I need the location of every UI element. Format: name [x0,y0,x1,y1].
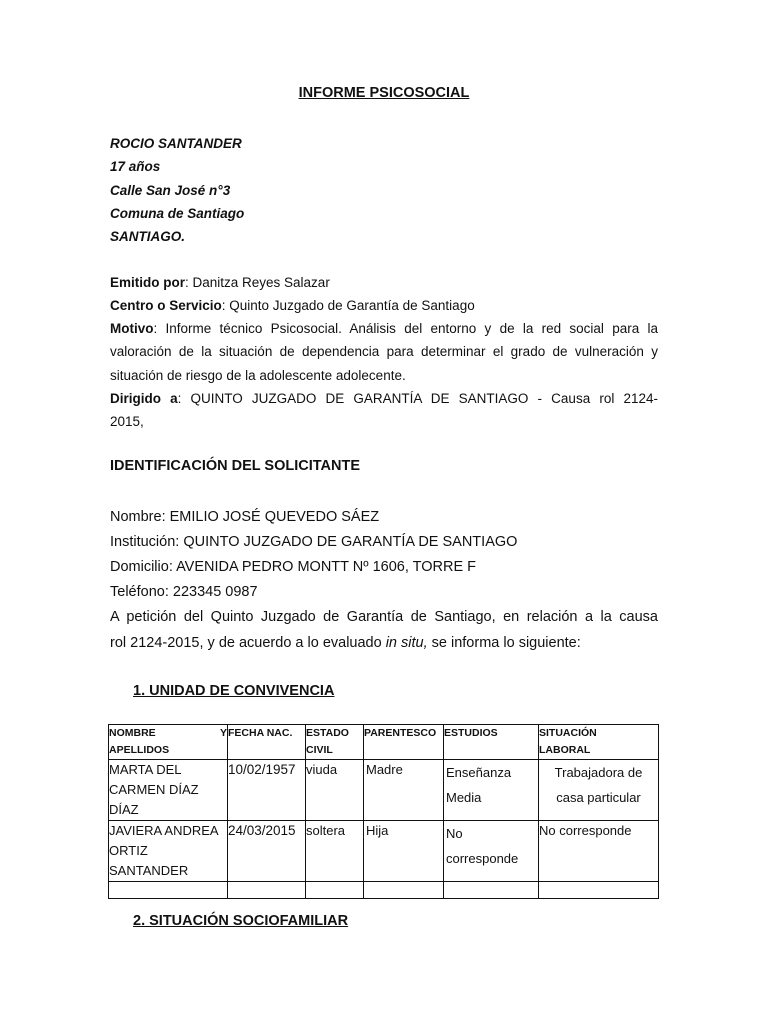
centro-label: Centro o Servicio [110,298,222,313]
situacion-line: No corresponde [539,823,632,838]
section-1-heading: 1. UNIDAD DE CONVIVENCIA [133,683,335,699]
recipient-street: Calle San José n°3 [110,183,231,198]
request-text-b: se informa lo siguiente: [427,635,581,651]
header-situacion-label: SITUACIÓN [539,727,597,739]
nombre-line: JAVIERA ANDREA [109,823,219,838]
cell-estudios [444,760,539,821]
header-laboral-label: LABORAL [539,744,591,756]
header-fecha: FECHA NAC. [228,725,306,760]
motivo-label: Motivo [110,321,154,336]
cell-fecha: 10/02/1957 [228,760,306,821]
solicitante-institucion: Institución: QUINTO JUZGADO DE GARANTÍA DE SANTIAGO [110,534,518,550]
header-estado-civil [306,725,364,760]
cell-fecha: 24/03/2015 [228,821,306,882]
header-estudios: ESTUDIOS [444,725,539,760]
empty-cell [228,882,306,899]
request-text-italic: in situ, [385,635,428,651]
section-2-heading: 2. SITUACIÓN SOCIOFAMILIAR [133,913,349,929]
request-text-a: rol 2124-2015, y de acuerdo a lo evaluado [110,635,386,651]
request-line-1: A petición del Quinto Juzgado de Garantía de Santiago, en relación a la causa [110,609,658,625]
recipient-city: SANTIAGO. [110,229,186,244]
empty-cell [364,882,444,899]
cell-parentesco: Madre [364,760,444,821]
cell-estudios [444,821,539,882]
situacion-line: casa particular [556,790,641,805]
dirigido-line-1 [110,387,658,410]
estudios-line: corresponde [446,851,519,866]
estudios-line: Media [446,790,482,805]
motivo-text-1: : Informe técnico Psicosocial. Análisis del entorno y de la red social para la [153,321,658,336]
cell-nombre [109,760,228,821]
nombre-line: DÍAZ [109,802,139,817]
nombre-line: SANTANDER [109,863,189,878]
header-parentesco: PARENTESCO [364,725,444,760]
header-situacion-laboral [539,725,659,760]
solicitante-telefono: Teléfono: 223345 0987 [110,584,258,600]
empty-cell [306,882,364,899]
household-table [108,724,659,899]
centro-line [110,294,658,317]
report-title: INFORME PSICOSOCIAL [298,85,470,101]
header-nombre-apellidos [109,725,228,760]
header-apellidos-label: APELLIDOS [109,744,170,756]
header-estado-label: ESTADO [306,727,349,739]
cell-nombre [109,821,228,882]
solicitante-domicilio: Domicilio: AVENIDA PEDRO MONTT Nº 1606, TORRE F [110,559,477,575]
table-row [109,760,659,821]
dirigido-label: Dirigido a [110,391,178,406]
table-row-empty [109,882,659,899]
cell-estado: viuda [306,760,364,821]
recipient-age: 17 años [110,159,161,174]
table-header-row [109,725,659,760]
nombre-line: CARMEN DÍAZ [109,782,199,797]
emitido-value: : Danitza Reyes Salazar [185,275,330,290]
situacion-line: Trabajadora de [554,765,643,780]
emitido-label: Emitido por [110,275,185,290]
cell-situacion [539,821,659,882]
cell-estado: soltera [306,821,364,882]
table-row [109,821,659,882]
nombre-line: ORTIZ [109,843,148,858]
empty-cell [539,882,659,899]
request-line-2 [110,631,658,656]
cell-parentesco: Hija [364,821,444,882]
centro-value: : Quinto Juzgado de Garantía de Santiago [221,298,475,313]
empty-cell [444,882,539,899]
solicitante-nombre: Nombre: EMILIO JOSÉ QUEVEDO SÁEZ [110,509,380,525]
header-civil-label: CIVIL [306,744,333,756]
cell-situacion [539,760,659,821]
identification-heading: IDENTIFICACIÓN DEL SOLICITANTE [110,458,360,474]
motivo-line-2: valoración de la situación de dependencia para determinar el grado de vulneración y [110,344,658,359]
recipient-name: ROCIO SANTANDER [110,136,242,151]
motivo-line-3: situación de riesgo de la adolescente adolecente. [110,368,406,383]
recipient-commune: Comuna de Santiago [110,206,245,221]
motivo-line-1 [110,317,658,340]
header-nombre-label: NOMBRE [109,727,156,739]
estudios-line: No [446,826,463,841]
estudios-line: Enseñanza [446,765,512,780]
nombre-line: MARTA DEL [109,762,182,777]
empty-cell [109,882,228,899]
emitido-line [110,271,658,294]
header-y-label: Y [219,727,227,739]
dirigido-line-2: 2015, [110,414,144,429]
dirigido-text-1: : QUINTO JUZGADO DE GARANTÍA DE SANTIAGO - Causa rol 2124- [177,391,658,406]
